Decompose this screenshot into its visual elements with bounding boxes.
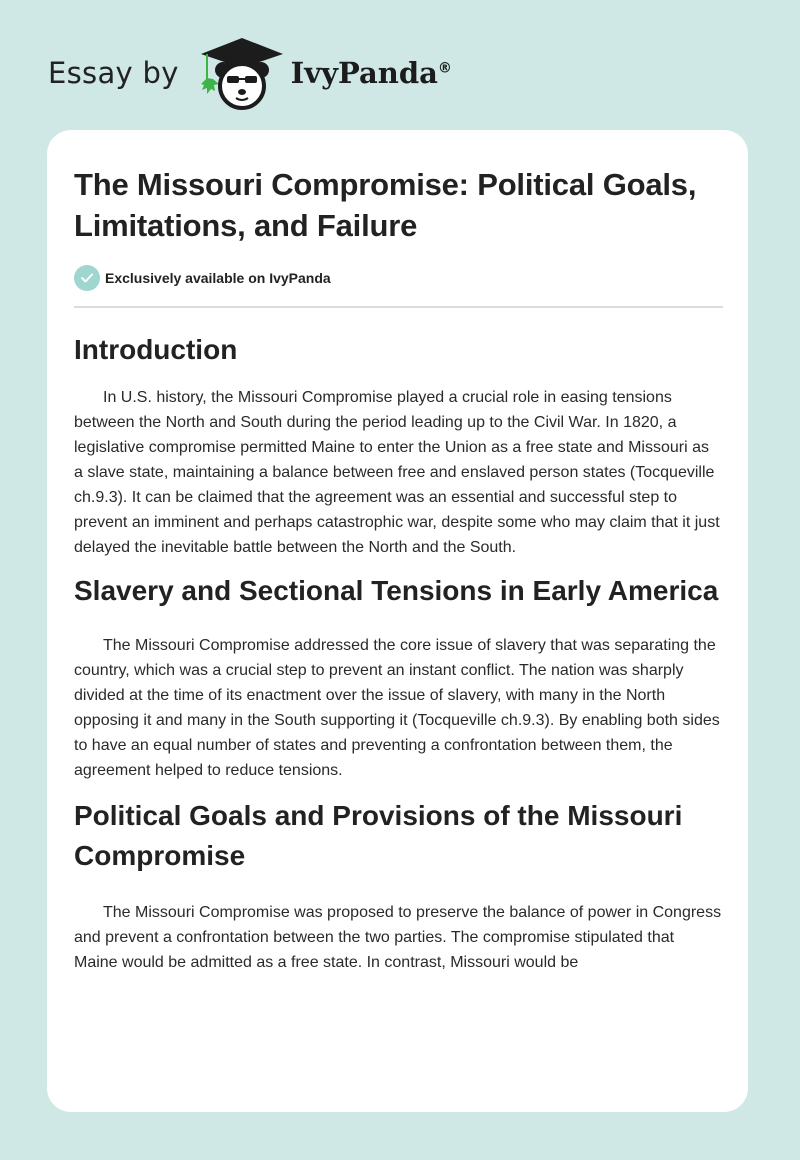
section-heading: Slavery and Sectional Tensions in Early America <box>74 575 719 606</box>
divider <box>74 306 723 308</box>
exclusive-text: Exclusively available on IvyPanda <box>105 270 331 286</box>
section-heading: Political Goals and Provisions of the Missouri Compromise <box>74 800 683 871</box>
check-circle-icon <box>74 265 100 291</box>
essay-card <box>47 130 748 1112</box>
site-header <box>48 36 452 110</box>
section-heading: Introduction <box>74 334 238 365</box>
section-paragraph: In U.S. history, the Missouri Compromise played a crucial role in easing tensions between the North and South during the period leading up to the Civil War. In 1820, a legislative compromise permitted Maine to enter the Union as a free state and Missouri as a slave state, maintaining a balance between free and enslaved person states (Tocqueville ch.9.3). It can be claimed that the agreement was an essential and successful step to prevent an imminent and perhaps catastrophic war, despite some who may claim that it just delayed the inevitable battle between the North and the South. <box>74 389 720 556</box>
brand-name: IvyPanda® <box>290 56 452 90</box>
essay-title: The Missouri Compromise: Political Goals, Limitations, and Failure <box>74 167 697 243</box>
section-paragraph: The Missouri Compromise addressed the core issue of slavery that was separating the country, which was a crucial step to prevent an instant conflict. The nation was sharply divided at the time of its enactment over the issue of slavery, with many in the North opposing it and many in the South supporting it (Tocqueville ch.9.3). By enabling both sides to have an equal number of states and preventing a confrontation between them, the agreement helped to reduce tensions. <box>74 637 720 779</box>
exclusive-badge <box>74 265 722 291</box>
section-paragraph: The Missouri Compromise was proposed to preserve the balance of power in Congress and prevent a confrontation between the two parties. The compromise stipulated that Maine would be admitted as a free state. In contrast, Missouri would be <box>74 904 722 971</box>
ivypanda-logo-icon[interactable] <box>199 36 285 110</box>
essay-by-label: Essay by <box>48 56 179 90</box>
